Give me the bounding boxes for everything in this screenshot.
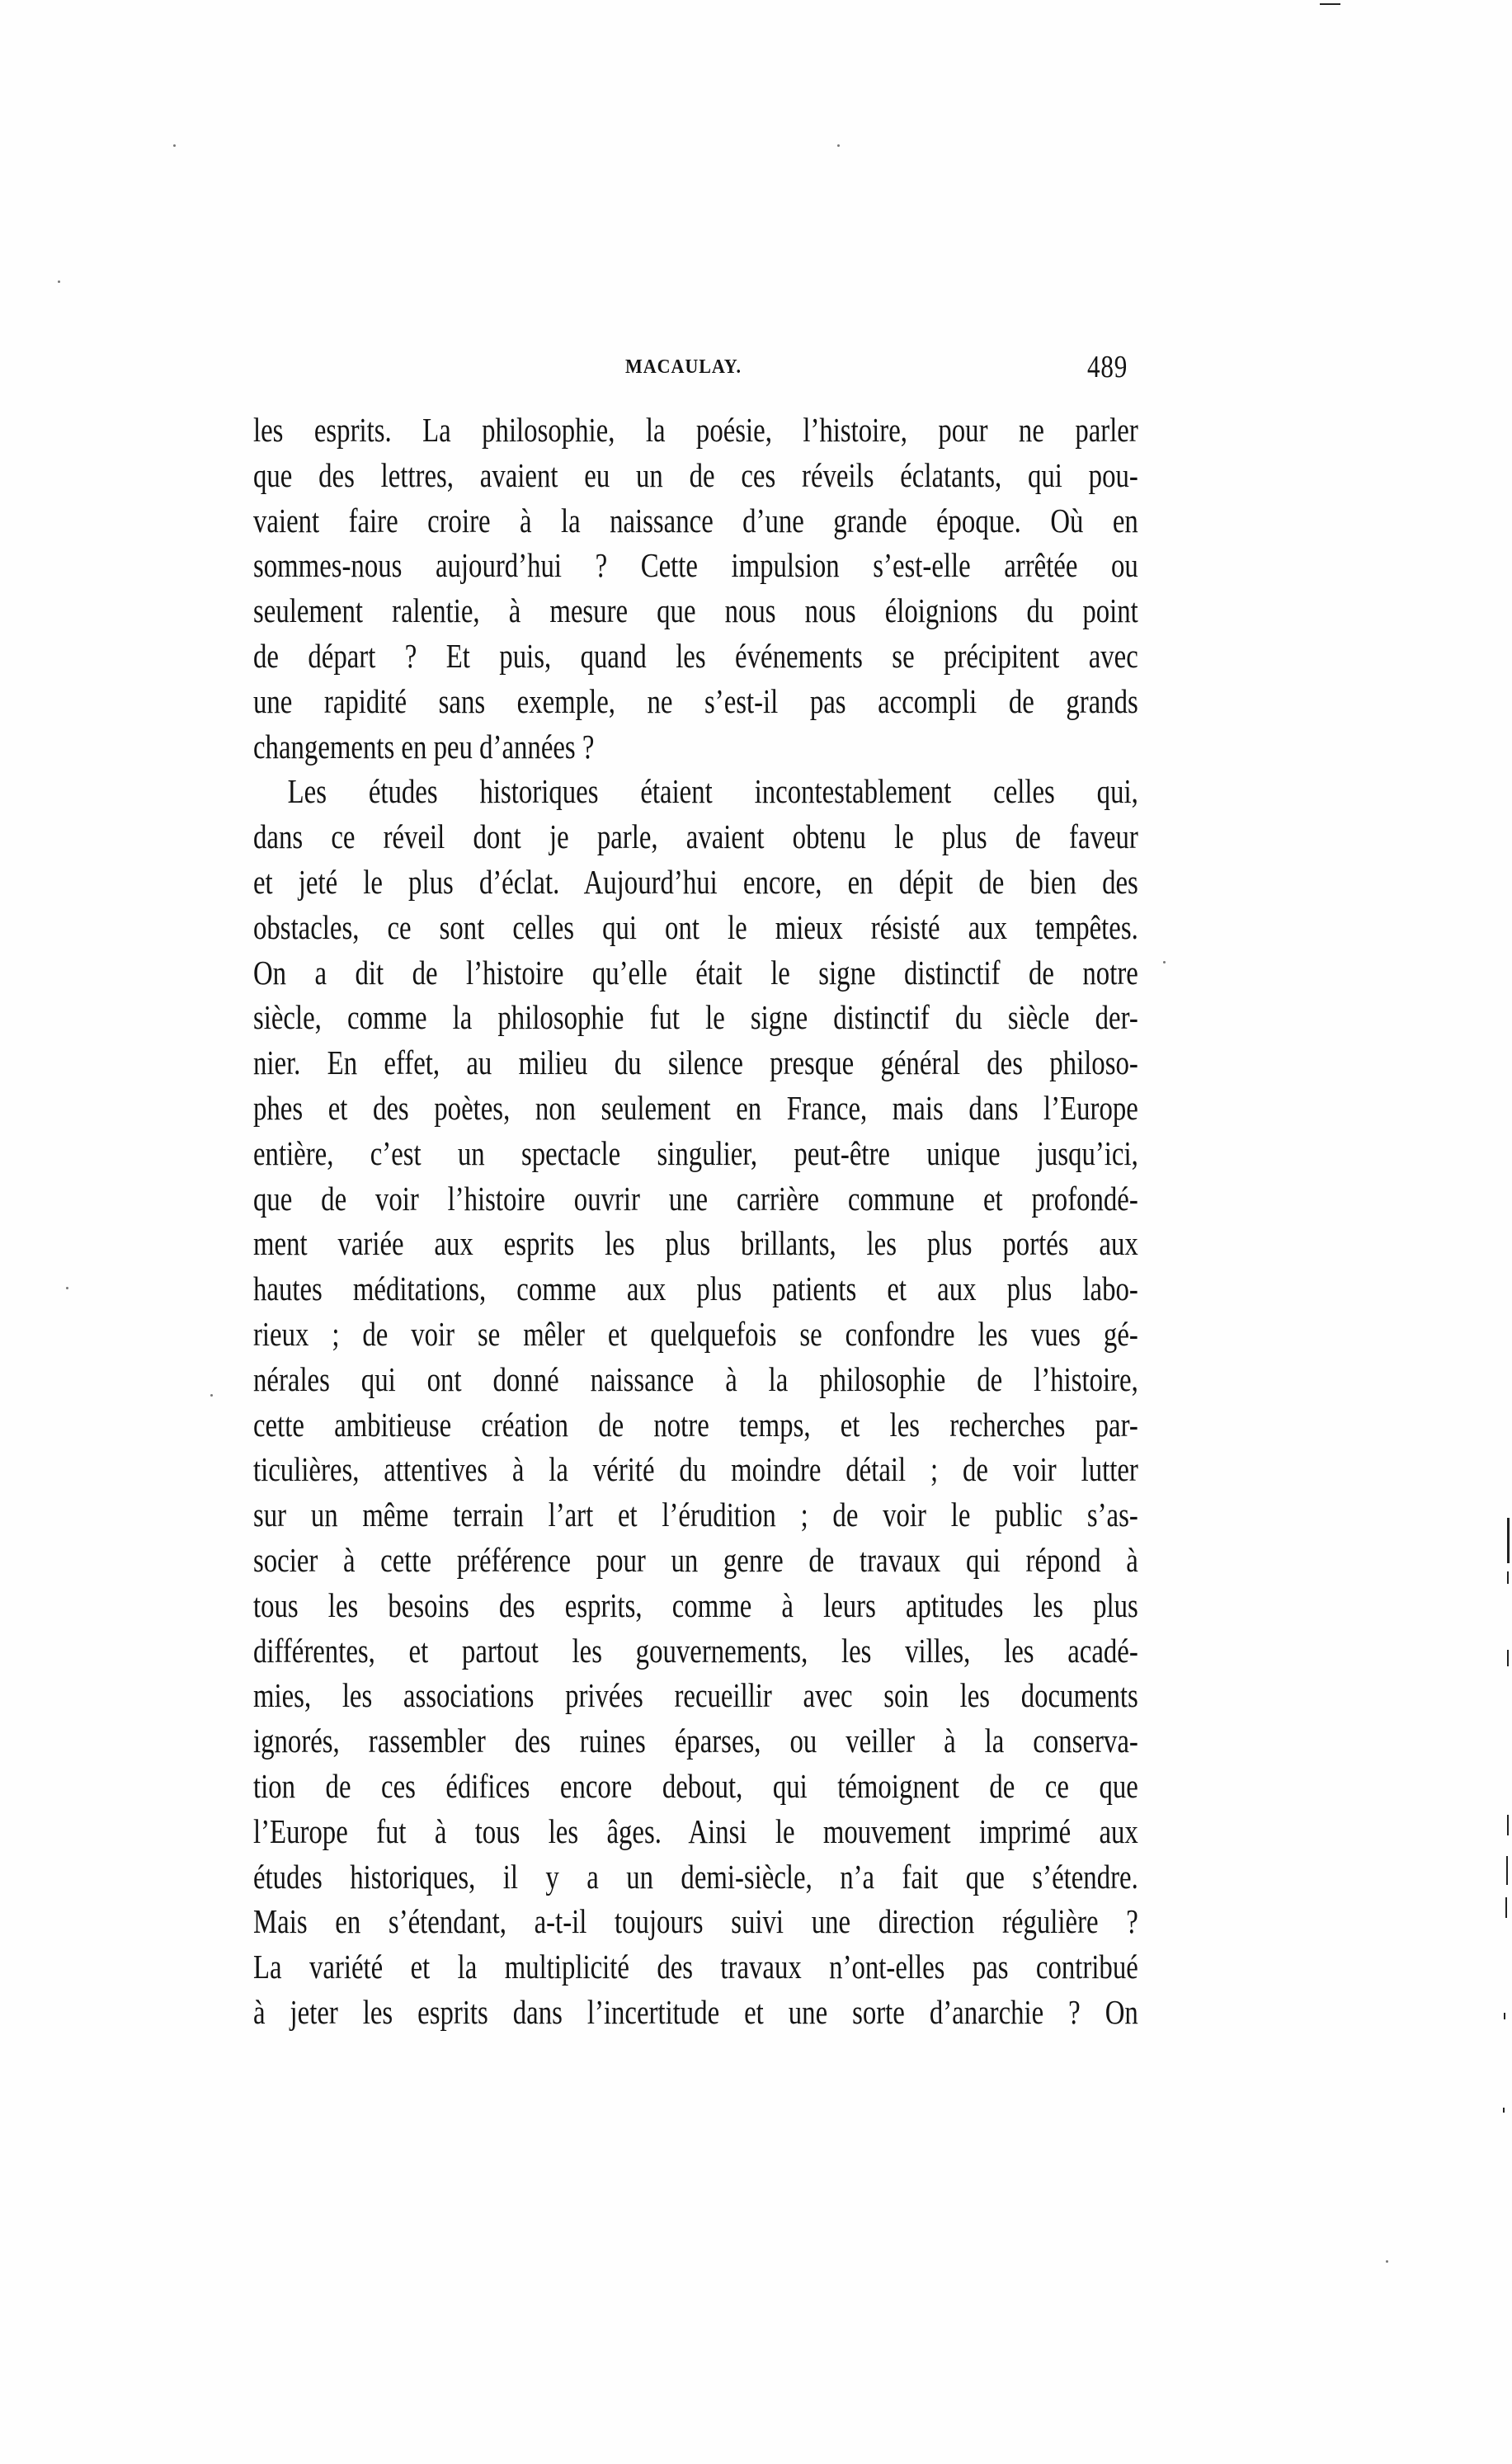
scan-speck [1163,961,1166,963]
text-line: Les études historiques étaient incontestablement celles qui, [287,772,1138,811]
body-text [253,408,1359,2035]
text-line: à jeter les esprits dans l’incertitude et une sorte d’anarchie ? On [253,1992,1138,2031]
text-line: vaient faire croire à la naissance d’une grande époque. Où en [253,501,1138,539]
scan-artifact-mark [1505,1897,1507,1918]
text-line: ticulières, attentives à la vérité du moindre détail ; de voir lutter [253,1450,1138,1489]
text-line: et jeté le plus d’éclat. Aujourd’hui encore, en dépit de bien des [253,862,1138,901]
text-line: rieux ; de voir se mêler et quelquefois se confondre les vues gé- [253,1314,1138,1353]
text-line: phes et des poètes, non seulement en France, mais dans l’Europe [253,1088,1138,1127]
text-line: nérales qui ont donné naissance à la philosophie de l’histoire, [253,1359,1138,1398]
text-line: études historiques, il y a un demi-siècle, n’a fait que s’étendre. [253,1857,1138,1896]
scan-speck [58,280,60,283]
scan-artifact-mark [1507,1571,1509,1584]
scan-artifact-mark [1506,1856,1508,1885]
scan-artifact-mark [1504,2013,1505,2019]
text-line: nier. En effet, au milieu du silence presque général des philoso- [253,1044,1138,1082]
text-line: mies, les associations privées recueillir avec soin les documents [253,1676,1138,1715]
text-line: ment variée aux esprits les plus brillants, les plus portés aux [253,1224,1138,1263]
scan-artifact-mark [1507,1518,1510,1563]
text-line: l’Europe fut à tous les âges. Ainsi le mouvement imprimé aux [253,1811,1138,1850]
text-line: différentes, et partout les gouvernements, les villes, les acadé- [253,1631,1138,1670]
scan-artifact-mark [1507,1815,1509,1835]
running-head-title: MACAULAY. [625,356,742,378]
text-line: entière, c’est un spectacle singulier, peut-être unique jusqu’ici, [253,1133,1138,1172]
text-line: les esprits. La philosophie, la poésie, l’histoire, pour ne parler [253,411,1138,449]
page-number: 489 [1087,350,1128,384]
scan-speck [1386,2260,1388,2263]
scan-artifact-mark [1503,2108,1505,2113]
scan-speck [173,144,176,147]
text-line: seulement ralentie, à mesure que nous nous éloignions du point [253,591,1138,630]
text-line: dans ce réveil dont je parle, avaient obtenu le plus de faveur [253,817,1138,856]
text-line: tous les besoins des esprits, comme à leurs aptitudes les plus [253,1585,1138,1624]
text-line: tion de ces édifices encore debout, qui témoignent de ce que [253,1766,1138,1805]
text-line: de départ ? Et puis, quand les événements se précipitent avec [253,636,1138,675]
text-line: cette ambitieuse création de notre temps, et les recherches par- [253,1405,1138,1444]
text-line: sommes-nous aujourd’hui ? Cette impulsion s’est-elle arrêtée ou [253,546,1138,585]
text-line: changements en peu d’années ? [253,727,595,766]
text-line: que des lettres, avaient eu un de ces réveils éclatants, qui pou- [253,455,1138,494]
scan-artifact-mark [1507,1650,1509,1666]
scan-speck [210,1394,213,1397]
text-line: que de voir l’histoire ouvrir une carrière commune et profondé- [253,1179,1138,1218]
scan-speck [66,1287,68,1289]
text-line: une rapidité sans exemple, ne s’est-il pas accompli de grands [253,681,1138,720]
text-line: Mais en s’étendant, a-t-il toujours suivi une direction régulière ? [253,1902,1138,1941]
text-line: ignorés, rassembler des ruines éparses, ou veiller à la conserva- [253,1722,1138,1760]
text-line: On a dit de l’histoire qu’elle était le signe distinctif de notre [253,953,1138,992]
scan-speck [837,144,840,147]
text-line: socier à cette préférence pour un genre de travaux qui répond à [253,1540,1138,1579]
text-line: siècle, comme la philosophie fut le signe distinctif du siècle der- [253,998,1138,1037]
text-line: sur un même terrain l’art et l’érudition ; de voir le public s’as- [253,1496,1138,1534]
scan-artifact-mark [1320,3,1340,5]
text-line: La variété et la multiplicité des travaux n’ont-elles pas contribué [253,1948,1138,1986]
text-line: obstacles, ce sont celles qui ont le mieux résisté aux tempêtes. [253,907,1138,946]
text-line: hautes méditations, comme aux plus patients et aux plus labo- [253,1270,1138,1308]
